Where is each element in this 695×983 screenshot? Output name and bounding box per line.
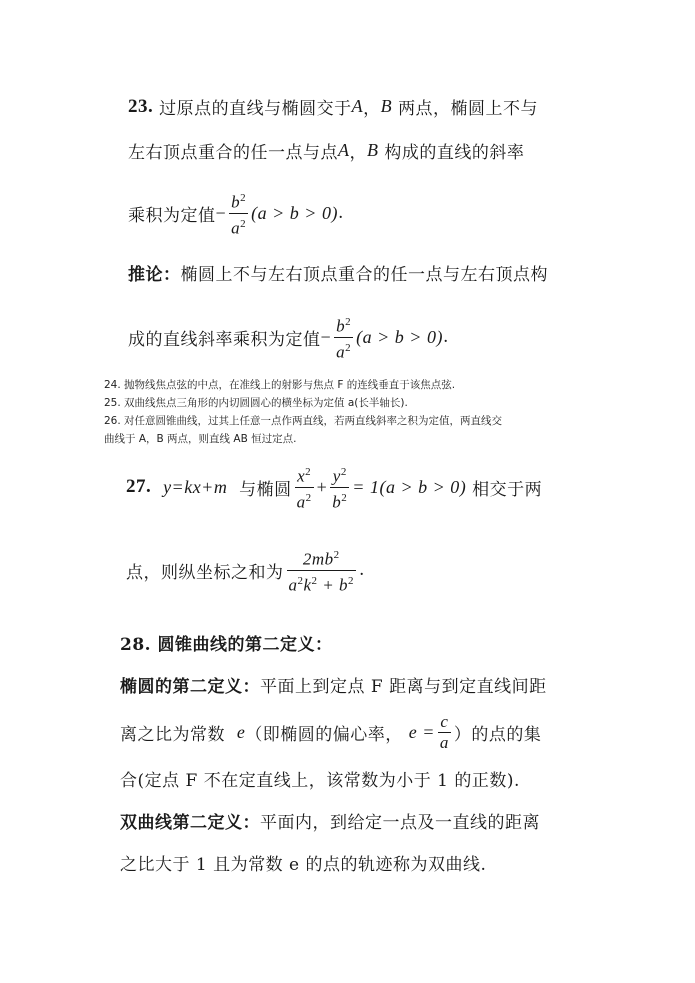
item23-number: 23. (128, 95, 154, 117)
item28-heading: 28. 圆锥曲线的第二定义： (120, 635, 333, 655)
ellipse-def-line3: 合(定点 F 不在定直线上，该常数为小于 1 的正数). (120, 771, 520, 791)
item26-text-line2: 曲线于 A，B 两点，则直线 AB 恒过定点. (104, 433, 297, 445)
eccentricity-fraction: $\frac{c}{a}$ (439, 712, 449, 752)
item23-line1: 23. 过原点的直线与椭圆交于 A ， B 两点，椭圆上不与 (128, 95, 539, 119)
item27-frac-x: $\frac{x^2}{a^2}$ (295, 462, 314, 512)
corollary-line2: 成的直线斜率乘积为定值 − $\frac{b^2}{a^2}$ (a > b > 0) . (128, 312, 449, 362)
item27-line1: 27. y=kx+m 与椭圆 $\frac{x^2}{a^2}$ + $\frac{y^2}{b^2}$ = 1(a > b > 0) 相交于两 (126, 462, 542, 512)
item27-line2: 点，则纵坐标之和为 $\frac{2mb^2}{a^2k^2 + b^2}$ . (126, 545, 365, 595)
hyperbola-def-line2: 之比大于 1 且为常数 e 的点的轨迹称为双曲线. (120, 855, 487, 875)
ellipse-def-label: 椭圆的第二定义： (120, 677, 260, 697)
item27-number: 27. (126, 476, 152, 498)
hyperbola-def-label: 双曲线第二定义： (120, 813, 260, 833)
corollary-line1: 推论： 椭圆上不与左右顶点重合的任一点与左右顶点构 (128, 260, 548, 285)
corollary-fraction: $\frac{b^2}{a^2}$ (334, 312, 353, 362)
item23-line2: 左右顶点重合的任一点与点 A ， B 构成的直线的斜率 (128, 140, 525, 163)
ellipse-def-line2: 离之比为常数 e （即椭圆的偏心率， e = $\frac{c}{a}$ ）的点的集 (120, 712, 542, 752)
ellipse-def-line1: 椭圆的第二定义： 平面上到定点 F 距离与到定直线间距 (120, 672, 547, 697)
item24-text: 24. 抛物线焦点弦的中点，在准线上的射影与焦点 F 的连线垂直于该焦点弦. (104, 379, 456, 391)
item27-frac-y: $\frac{y^2}{b^2}$ (330, 462, 349, 512)
item26-text-line1: 26. 对任意圆锥曲线，过其上任意一点作两直线，若两直线斜率之积为定值，两直线交 (104, 415, 503, 427)
hyperbola-def-line1: 双曲线第二定义： 平面内，到给定一点及一直线的距离 (120, 808, 540, 833)
item23-line3: 乘积为定值 − $\frac{b^2}{a^2}$ (a > b > 0) . (128, 188, 344, 238)
item25-text: 25. 双曲线焦点三角形的内切圆圆心的横坐标为定值 a(长半轴长). (104, 397, 408, 409)
corollary-label: 推论： (128, 265, 181, 285)
item27-sum-fraction: $\frac{2mb^2}{a^2k^2 + b^2}$ (287, 545, 357, 595)
item23-fraction: $\frac{b^2}{a^2}$ (229, 188, 248, 238)
